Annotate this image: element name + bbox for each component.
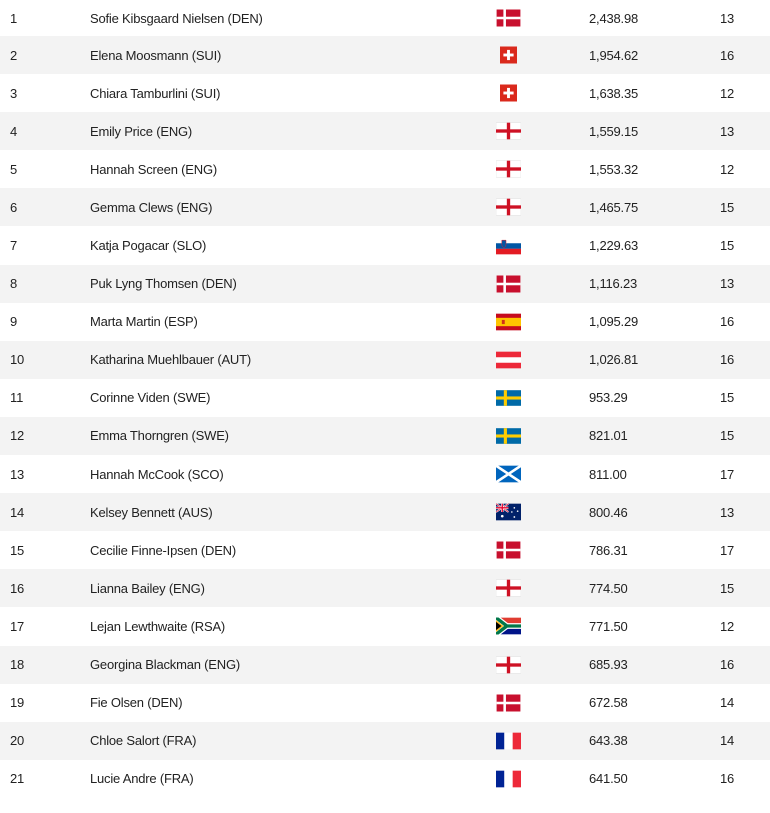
rank-cell: 10 — [10, 352, 25, 368]
rank-cell: 20 — [10, 733, 25, 749]
rank-cell: 14 — [10, 504, 25, 520]
rank-cell: 21 — [10, 771, 25, 787]
rank-cell: 5 — [10, 161, 18, 177]
table-row — [0, 455, 770, 493]
table-row — [0, 74, 770, 112]
player-name-cell: Lianna Bailey (ENG) — [90, 580, 205, 596]
table-row — [0, 150, 770, 188]
points-cell: 1,095.29 — [589, 314, 639, 330]
table-row — [0, 341, 770, 379]
player-name-cell: Gemma Clews (ENG) — [90, 199, 213, 215]
rank-cell: 15 — [10, 542, 25, 558]
rank-cell: 2 — [10, 47, 18, 63]
eng-flag-icon — [496, 580, 521, 597]
events-cell: 16 — [720, 47, 735, 63]
points-cell: 1,559.15 — [589, 123, 639, 139]
sui-flag-icon — [496, 47, 521, 64]
events-cell: 15 — [720, 238, 735, 254]
esp-flag-icon — [496, 313, 521, 330]
player-name-cell: Sofie Kibsgaard Nielsen (DEN) — [90, 10, 263, 26]
points-cell: 771.50 — [589, 618, 628, 634]
events-cell: 13 — [720, 123, 735, 139]
points-cell: 786.31 — [589, 542, 628, 558]
swe-flag-icon — [496, 427, 521, 444]
events-cell: 16 — [720, 771, 735, 787]
table-row — [0, 646, 770, 684]
player-name-cell: Cecilie Finne-Ipsen (DEN) — [90, 542, 236, 558]
events-cell: 16 — [720, 352, 735, 368]
aus-flag-icon — [496, 504, 521, 521]
player-name-cell: Lucie Andre (FRA) — [90, 771, 194, 787]
table-row — [0, 607, 770, 645]
slo-flag-icon — [496, 237, 521, 254]
events-cell: 15 — [720, 390, 735, 406]
points-cell: 1,229.63 — [589, 238, 639, 254]
events-cell: 15 — [720, 428, 735, 444]
events-cell: 12 — [720, 85, 735, 101]
player-name-cell: Hannah Screen (ENG) — [90, 161, 217, 177]
points-cell: 2,438.98 — [589, 10, 639, 26]
player-name-cell: Emily Price (ENG) — [90, 123, 193, 139]
sco-flag-icon — [496, 466, 521, 483]
table-row — [0, 684, 770, 722]
aut-flag-icon — [496, 351, 521, 368]
rank-cell: 12 — [10, 428, 25, 444]
events-cell: 16 — [720, 314, 735, 330]
points-cell: 821.01 — [589, 428, 628, 444]
events-cell: 13 — [720, 276, 735, 292]
points-cell: 1,465.75 — [589, 199, 639, 215]
events-cell: 14 — [720, 733, 735, 749]
events-cell: 13 — [720, 504, 735, 520]
events-cell: 14 — [720, 695, 735, 711]
table-row — [0, 36, 770, 74]
fra-flag-icon — [496, 770, 521, 787]
fra-flag-icon — [496, 732, 521, 749]
rank-cell: 8 — [10, 276, 18, 292]
points-cell: 643.38 — [589, 733, 628, 749]
player-name-cell: Marta Martin (ESP) — [90, 314, 198, 330]
table-row — [0, 226, 770, 264]
events-cell: 12 — [720, 618, 735, 634]
points-cell: 1,026.81 — [589, 352, 639, 368]
sui-flag-icon — [496, 85, 521, 102]
player-name-cell: Lejan Lewthwaite (RSA) — [90, 618, 226, 634]
table-row — [0, 531, 770, 569]
table-row — [0, 417, 770, 455]
points-cell: 672.58 — [589, 695, 628, 711]
den-flag-icon — [496, 542, 521, 559]
rank-cell: 6 — [10, 199, 18, 215]
events-cell: 17 — [720, 466, 735, 482]
table-row — [0, 0, 770, 36]
table-row — [0, 722, 770, 760]
table-row — [0, 379, 770, 417]
events-cell: 15 — [720, 199, 735, 215]
eng-flag-icon — [496, 123, 521, 140]
rank-cell: 13 — [10, 466, 25, 482]
rank-cell: 7 — [10, 238, 18, 254]
table-row — [0, 188, 770, 226]
player-name-cell: Katharina Muehlbauer (AUT) — [90, 352, 251, 368]
events-cell: 16 — [720, 657, 735, 673]
rank-cell: 17 — [10, 618, 25, 634]
table-row — [0, 265, 770, 303]
den-flag-icon — [496, 275, 521, 292]
player-name-cell: Elena Moosmann (SUI) — [90, 47, 222, 63]
eng-flag-icon — [496, 161, 521, 178]
player-name-cell: Chloe Salort (FRA) — [90, 733, 197, 749]
rank-cell: 16 — [10, 580, 25, 596]
player-name-cell: Kelsey Bennett (AUS) — [90, 504, 213, 520]
rank-cell: 19 — [10, 695, 25, 711]
points-cell: 1,553.32 — [589, 161, 639, 177]
eng-flag-icon — [496, 656, 521, 673]
player-name-cell: Fie Olsen (DEN) — [90, 695, 183, 711]
player-name-cell: Chiara Tamburlini (SUI) — [90, 85, 221, 101]
table-row — [0, 303, 770, 341]
points-cell: 800.46 — [589, 504, 628, 520]
rank-cell: 9 — [10, 314, 18, 330]
events-cell: 12 — [720, 161, 735, 177]
player-name-cell: Hannah McCook (SCO) — [90, 466, 224, 482]
swe-flag-icon — [496, 389, 521, 406]
player-name-cell: Emma Thorngren (SWE) — [90, 428, 229, 444]
points-cell: 1,116.23 — [589, 276, 638, 292]
rank-cell: 11 — [10, 390, 24, 406]
eng-flag-icon — [496, 199, 521, 216]
events-cell: 17 — [720, 542, 735, 558]
events-cell: 13 — [720, 10, 735, 26]
rank-cell: 18 — [10, 657, 25, 673]
player-name-cell: Puk Lyng Thomsen (DEN) — [90, 276, 237, 292]
player-name-cell: Katja Pogacar (SLO) — [90, 238, 207, 254]
points-cell: 685.93 — [589, 657, 628, 673]
player-name-cell: Corinne Viden (SWE) — [90, 390, 211, 406]
table-row — [0, 760, 770, 798]
points-cell: 1,954.62 — [589, 47, 639, 63]
rsa-flag-icon — [496, 618, 521, 635]
table-row — [0, 112, 770, 150]
den-flag-icon — [496, 10, 521, 27]
points-cell: 641.50 — [589, 771, 628, 787]
player-name-cell: Georgina Blackman (ENG) — [90, 657, 241, 673]
events-cell: 15 — [720, 580, 735, 596]
points-cell: 1,638.35 — [589, 85, 639, 101]
table-row — [0, 493, 770, 531]
rank-cell: 1 — [10, 10, 18, 26]
points-cell: 811.00 — [589, 466, 627, 482]
table-row — [0, 569, 770, 607]
den-flag-icon — [496, 694, 521, 711]
points-cell: 953.29 — [589, 390, 628, 406]
rank-cell: 3 — [10, 85, 18, 101]
points-cell: 774.50 — [589, 580, 628, 596]
rank-cell: 4 — [10, 123, 18, 139]
